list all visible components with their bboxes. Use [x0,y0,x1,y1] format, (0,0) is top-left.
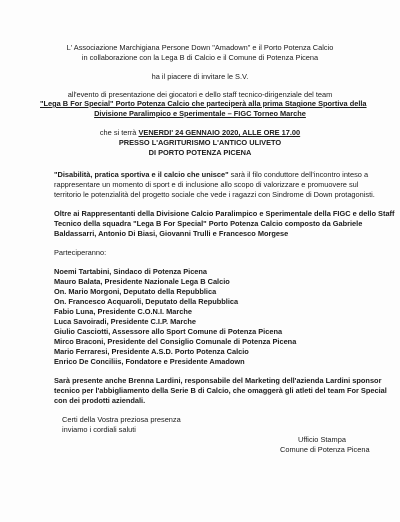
signature-line-1: Ufficio Stampa [298,435,346,444]
closing-line-2: inviamo i cordiali saluti [62,425,136,434]
figc-line-1: Oltre ai Rappresentanti della Divisione Calcio Paralimpico e Sperimentale della FIGC e dello Staff [54,209,395,218]
event-place-2: DI PORTO POTENZA PICENA [148,148,252,157]
participant-item: Mauro Balata, Presidente Nazionale Lega B Calcio [54,277,230,286]
event-place-1: PRESSO L'AGRITURISMO L'ANTICO ULIVETO [118,138,282,147]
event-line-3: Divisione Paralimpico e Sperimentale – FIGC Torneo Marche [94,109,306,118]
intro-line-1: L' Associazione Marchigiana Persone Down "Amadown" e il Porto Potenza Calcio [66,43,334,52]
participant-item: On. Mario Morgoni, Deputato della Repubblica [54,287,217,296]
event-line-2: "Lega B For Special" Porto Potenza Calcio che parteciperà alla prima Stagione Sportiva della [40,99,367,108]
sponsor-line-1: Sarà presente anche Brenna Lardini, responsabile del Marketing dell'azienda Lardini sponsor [54,376,382,385]
participant-item: Enrico De Conciliis, Fondatore e Presidente Amadown [54,357,245,366]
participant-item: Giulio Casciotti, Assessore allo Sport Comune di Potenza Picena [54,327,283,336]
event-line-1: all'evento di presentazione dei giocatori e dello staff tecnico-dirigenziale del team [67,90,333,99]
event-when-date: VENERDI' 24 GENNAIO 2020, ALLE ORE 17.00 [138,128,301,137]
participant-item: Luca Savoiradi, Presidente C.I.P. Marche [54,317,196,326]
theme-line-3: territorio le potenzialità del progetto sociale che vede i ragazzi con Sindrome di Down protagonisti. [54,190,375,199]
figc-line-2: Tecnico della squadra "Lega B For Special" Porto Potenza Calcio composto da Gabriele [54,219,363,228]
participant-item: Mario Ferraresi, Presidente A.S.D. Porto Potenza Calcio [54,347,249,356]
sponsor-line-3: con dei prodotti aziendali. [54,396,146,405]
intro-line-2: in collaborazione con la Lega B di Calcio e il Comune di Potenza Picena [81,53,319,62]
theme-line-1 [54,170,368,179]
closing-line-1: Certi della Vostra preziosa presenza [62,415,181,424]
figc-line-3: Baldassarri, Antonio Di Biasi, Giovanni Trulli e Francesco Morgese [54,229,289,238]
participant-item: Mirco Braconi, Presidente del Consiglio Comunale di Potenza Picena [54,337,297,346]
theme-line-2: rappresentare un momento di sport e di inclusione allo scopo di valorizzare e promuovere sul [54,180,359,189]
participant-item: Noemi Tartabini, Sindaco di Potenza Picena [54,267,208,276]
invite-line: ha il piacere di invitare le S.V. [151,72,249,81]
theme-line-1-rest: sarà il filo conduttore dell'incontro inteso a [228,170,369,179]
participant-item: On. Francesco Acquaroli, Deputato della Repubblica [54,297,239,306]
signature-line-2: Comune di Potenza Picena [280,445,370,454]
theme-title: "Disabilità, pratica sportiva e il calcio che unisce" [54,170,229,179]
participants-heading: Parteciperanno: [54,248,107,257]
participant-item: Fabio Luna, Presidente C.O.N.I. Marche [54,307,192,316]
event-when [40,128,360,137]
event-when-prefix: che si terrà [99,128,139,137]
sponsor-line-2: tecnico per l'abbigliamento della Serie B di Calcio, che omaggerà gli atleti del team For Special [54,386,387,395]
